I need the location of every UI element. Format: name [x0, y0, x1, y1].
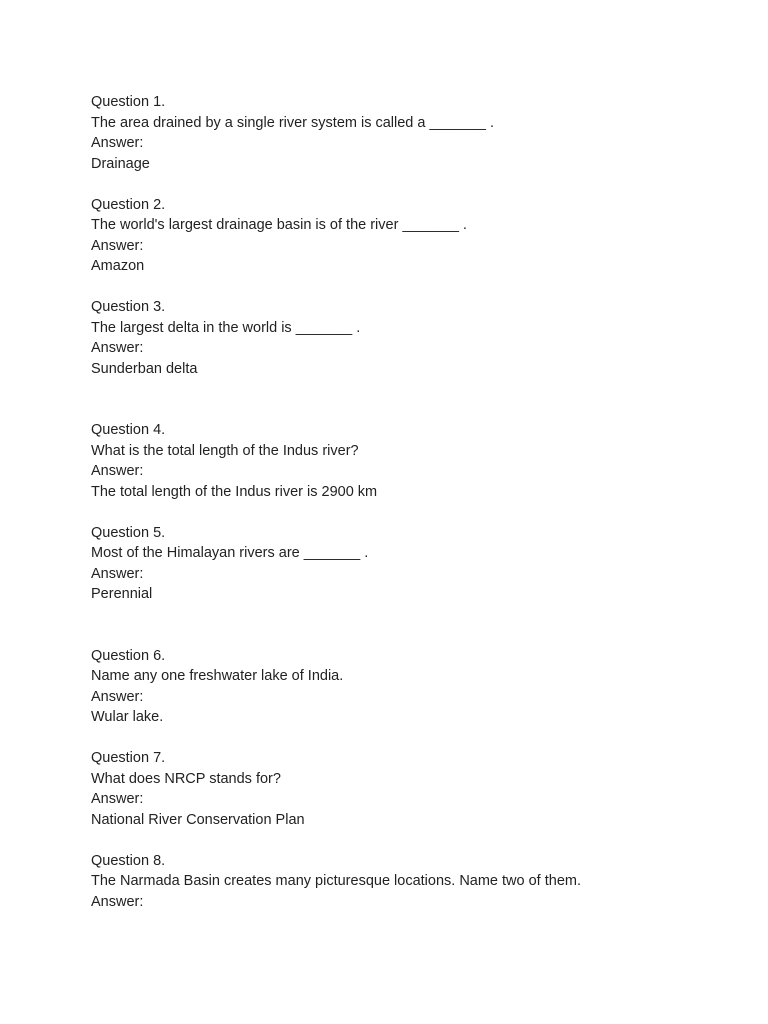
answer-text: National River Conservation Plan [91, 811, 305, 828]
question-number: Question 4. [91, 422, 166, 438]
answer-label: Answer: [91, 135, 144, 151]
answer-text: Amazon [91, 258, 145, 274]
answer-label: Answer: [91, 237, 144, 254]
question-block-4 [91, 420, 731, 502]
question-number: Question 2. [91, 196, 166, 213]
answer-label: Answer: [91, 688, 144, 705]
question-block-2 [91, 195, 731, 277]
question-block-5 [91, 523, 731, 605]
question-text: Name any one freshwater lake of India. [91, 668, 344, 684]
answer-text: Drainage [91, 155, 150, 172]
answer-text: Sunderban delta [91, 360, 198, 377]
question-text: The Narmada Basin creates many picturesque locations. Name two of them. [91, 873, 582, 889]
spacer [91, 830, 731, 851]
spacer [91, 502, 731, 523]
question-block-3 [91, 297, 731, 379]
answer-text: Perennial [91, 586, 153, 602]
spacer [91, 728, 731, 749]
question-block-1 [91, 92, 731, 174]
question-number: Question 3. [91, 299, 166, 315]
question-text: What does NRCP stands for? [91, 770, 281, 787]
question-text: The largest delta in the world is _______ . [91, 319, 361, 336]
answer-label: Answer: [91, 463, 144, 479]
question-block-6 [91, 646, 731, 728]
answer-label: Answer: [91, 791, 144, 807]
question-text: Most of the Himalayan rivers are _______ . [91, 545, 369, 561]
question-number: Question 8. [91, 852, 166, 869]
document-page [91, 92, 731, 912]
spacer [91, 174, 731, 195]
answer-text: Wular lake. [91, 709, 164, 725]
question-number: Question 7. [91, 750, 166, 766]
question-text: The world's largest drainage basin is of the river _______ . [91, 217, 467, 233]
question-block-7 [91, 748, 731, 830]
question-block-8 [91, 851, 731, 913]
question-number: Question 6. [91, 647, 166, 664]
question-text: The area drained by a single river system is called a _______ . [91, 114, 494, 131]
answer-label: Answer: [91, 340, 144, 356]
spacer [91, 379, 731, 420]
question-number: Question 1. [91, 94, 166, 110]
question-number: Question 5. [91, 524, 166, 541]
question-text: What is the total length of the Indus river? [91, 442, 359, 459]
answer-text: The total length of the Indus river is 2900 km [91, 483, 378, 500]
spacer [91, 277, 731, 298]
spacer [91, 605, 731, 646]
answer-label: Answer: [91, 893, 144, 910]
answer-label: Answer: [91, 565, 144, 582]
